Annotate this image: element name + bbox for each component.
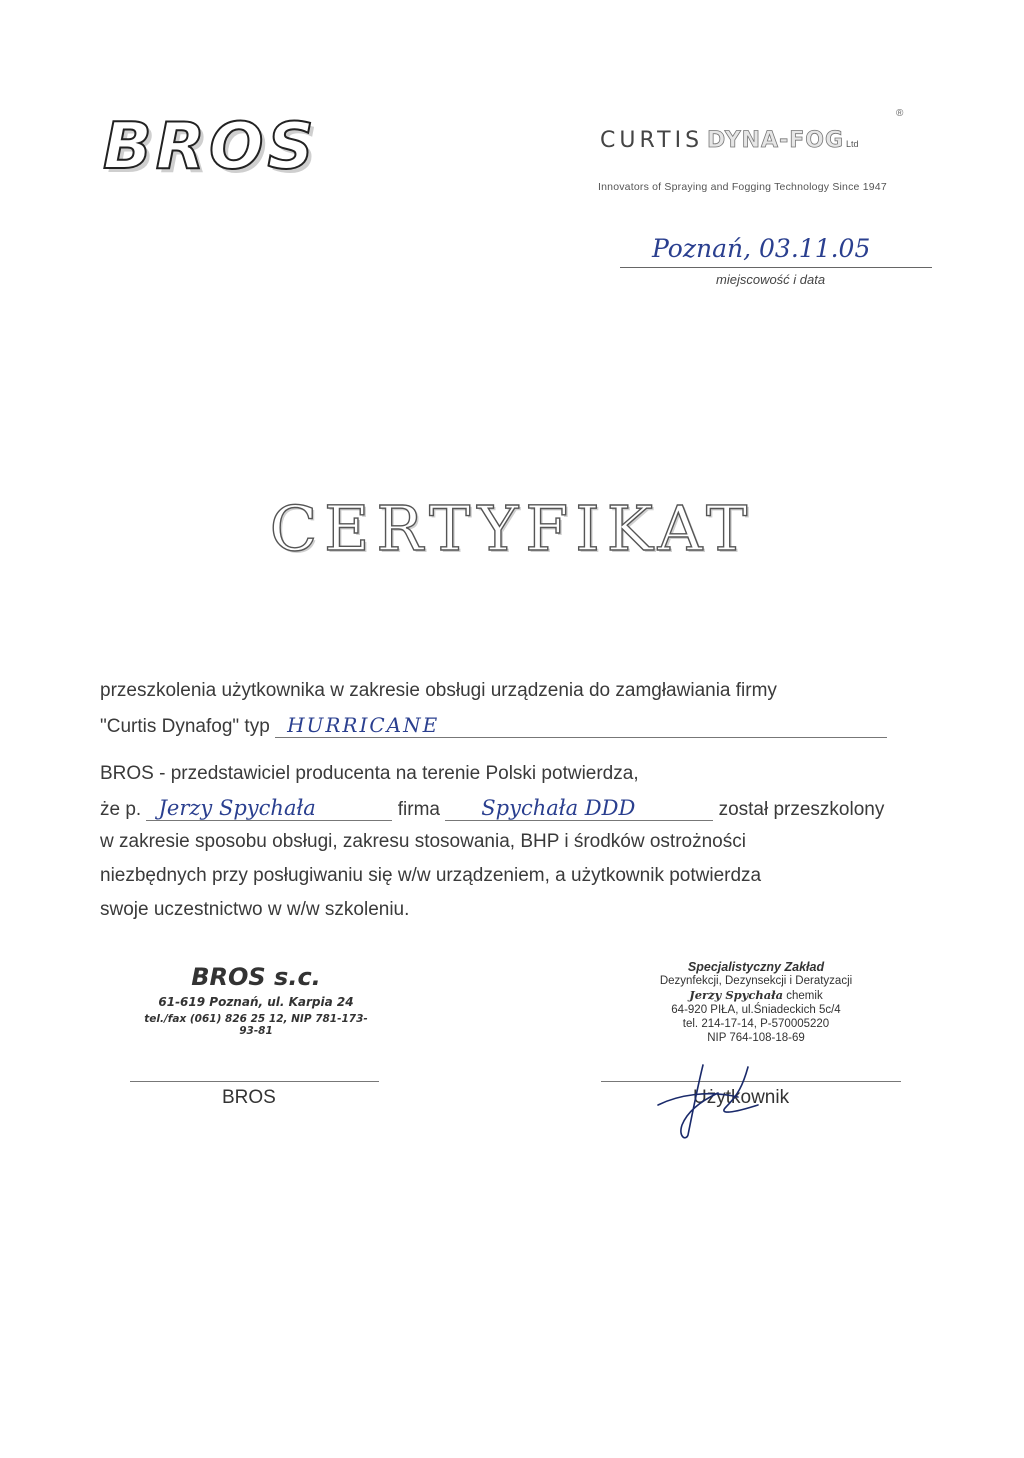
bros-stamp: [136, 963, 376, 1037]
body-line-4-prefix: że p.: [100, 799, 142, 820]
body-line-5: w zakresie sposobu obsługi, zakresu stosowania, BHP i środków ostrożności: [100, 831, 746, 852]
body-line-3: BROS - przedstawiciel producenta na terenie Polski potwierdza,: [100, 763, 639, 784]
dynafog-word: DYNA-FOG: [707, 128, 844, 153]
user-stamp-line-1: Specjalistyczny Zakład: [687, 960, 825, 974]
body-line-4: [100, 796, 884, 821]
user-stamp-owner-role: chemik: [786, 990, 823, 1002]
bros-signature-label: BROS: [222, 1087, 276, 1108]
bros-logo: BROS: [103, 110, 318, 184]
body-line-2-prefix: "Curtis Dynafog" typ: [100, 716, 270, 737]
body-line-4-suffix: został przeszkolony: [718, 799, 885, 820]
curtis-word: CURTIS: [600, 128, 704, 153]
ltd-label: Ltd: [846, 139, 859, 149]
user-stamp-line-2: Dezynfekcji, Dezynsekcji i Deratyzacji: [659, 975, 853, 987]
user-signature: [648, 1055, 788, 1145]
user-stamp-line-6: NIP 764-108-18-69: [707, 1032, 805, 1044]
body-line-6: niezbędnych przy posługiwaniu się w/w urządzeniem, a użytkownik potwierdza: [100, 865, 762, 886]
bros-stamp-contact: tel./fax (061) 826 25 12, NIP 781-173-93-81: [144, 1013, 368, 1037]
registered-mark: ®: [896, 108, 904, 119]
user-stamp-line-3: [640, 988, 872, 1003]
body-line-4-middle: firma: [397, 799, 440, 820]
user-stamp: [640, 960, 872, 1045]
user-stamp-line-5: tel. 214-17-14, P-570005220: [682, 1018, 830, 1030]
place-date-caption: miejscowość i data: [716, 272, 826, 287]
body-line-7: swoje uczestnictwo w w/w szkoleniu.: [100, 899, 410, 920]
bros-signature-line: [130, 1081, 379, 1082]
curtis-dynafog-logo: [600, 128, 920, 153]
user-stamp-line-4: 64-920 PIŁA, ul.Śniadeckich 5c/4: [671, 1004, 841, 1016]
place-date-handwritten: Poznań, 03.11.05: [652, 234, 871, 263]
person-name-handwritten: Jerzy Spychała: [146, 796, 392, 821]
place-date-line: [620, 267, 932, 268]
company-name-handwritten: Spychała DDD: [445, 796, 713, 821]
user-stamp-owner-name: Jerzy Spychała: [689, 988, 784, 1002]
body-line-1: przeszkolenia użytkownika w zakresie obsługi urządzenia do zamgławiania firmy: [100, 680, 777, 701]
body-line-2: [100, 713, 887, 738]
device-type-handwritten: HURRICANE: [275, 713, 887, 738]
bros-stamp-address: 61-619 Poznań, ul. Karpia 24: [158, 995, 354, 1009]
certificate-title: CERTYFIKAT: [269, 492, 755, 565]
user-signature-label: Użytkownik: [693, 1087, 790, 1108]
curtis-tagline: Innovators of Spraying and Fogging Technology Since 1947: [598, 181, 887, 193]
bros-stamp-name: BROS s.c.: [191, 963, 321, 991]
